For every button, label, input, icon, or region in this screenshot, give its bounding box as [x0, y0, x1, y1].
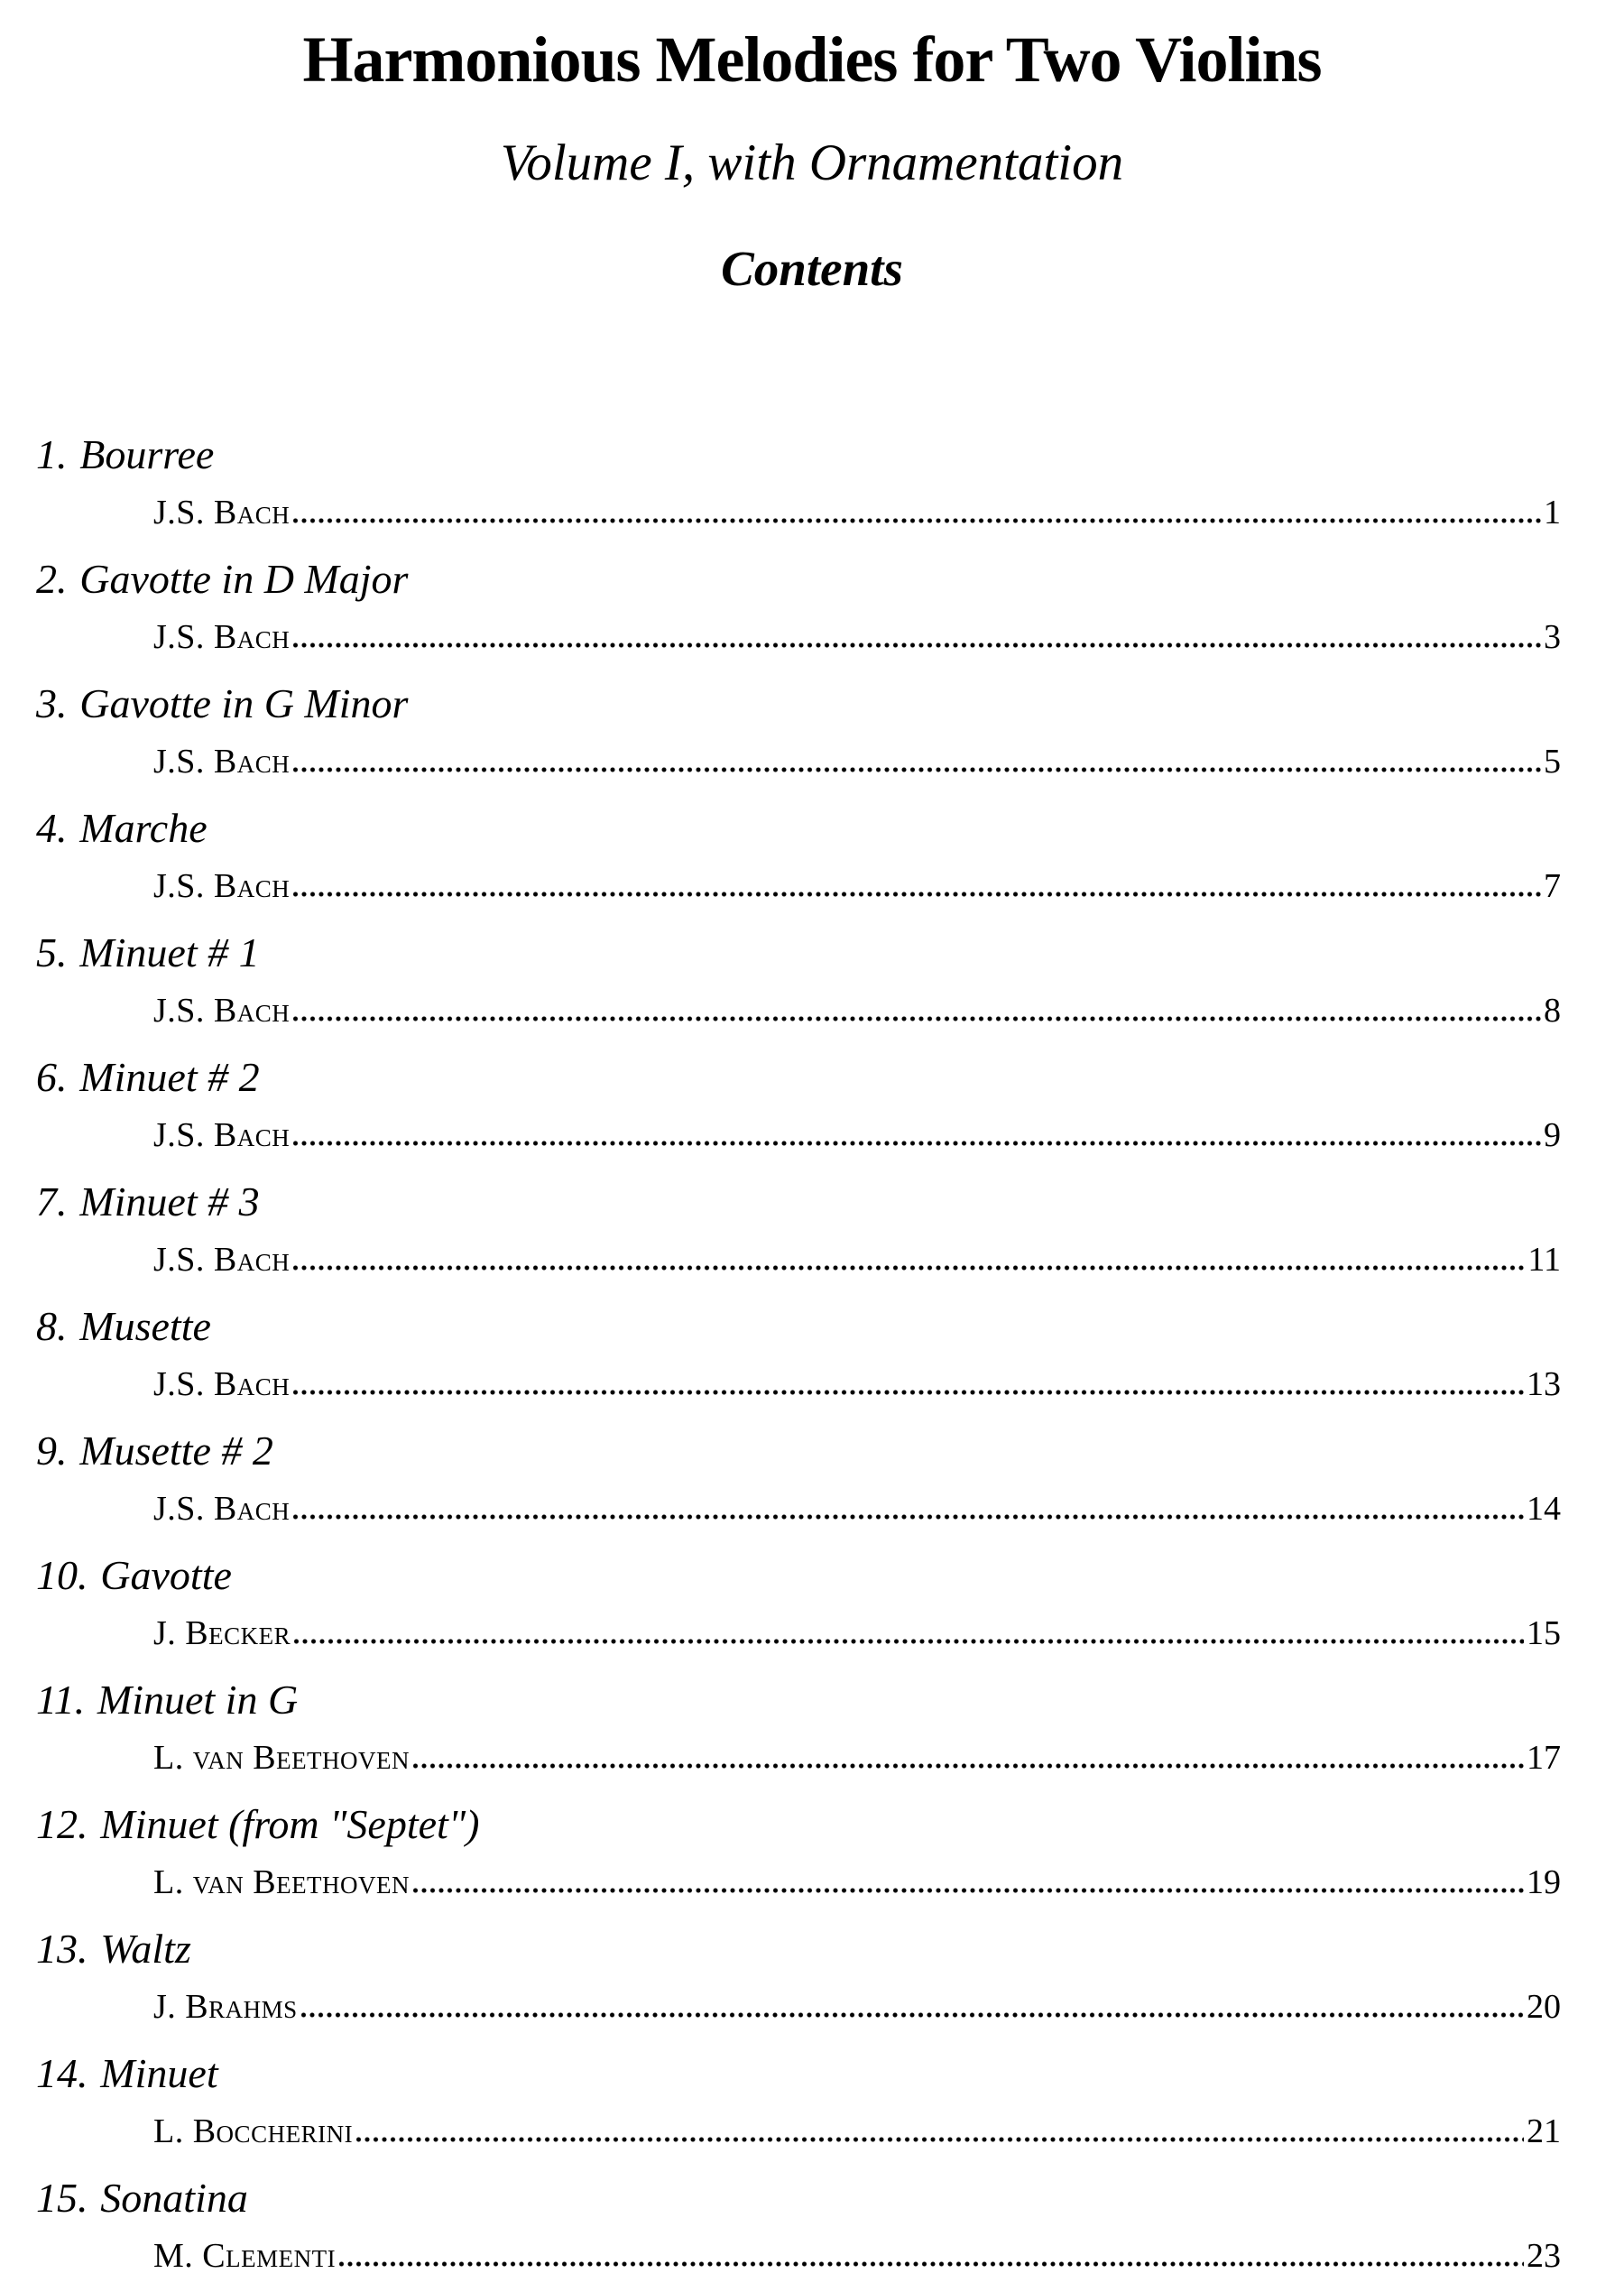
toc-entry-page-number: 9: [1544, 1116, 1561, 1154]
toc-entry: [36, 1550, 1561, 1656]
toc-entry-page-number: 8: [1544, 992, 1561, 1030]
dot-leader: [411, 1887, 1524, 1894]
toc-entry-number: 4.: [36, 805, 68, 851]
toc-entry-composer: J.S. Bach: [153, 867, 291, 905]
toc-entry-composer: J.S. Bach: [153, 1241, 291, 1279]
toc-entry-number: 10.: [36, 1552, 88, 1598]
toc-entry-name: Minuet (from "Septet"): [100, 1801, 480, 1847]
toc-entry-name: Sonatina: [100, 2175, 248, 2221]
toc-entry-title: [36, 2048, 1561, 2099]
toc-entry-number: 8.: [36, 1303, 68, 1349]
dot-leader: [411, 1762, 1524, 1770]
toc-entry-title: [36, 430, 1561, 480]
toc-entry-number: 1.: [36, 431, 68, 477]
toc-entry-composer-line: [36, 2233, 1561, 2278]
toc-entry-name: Minuet: [100, 2050, 218, 2096]
toc-entry: [36, 1177, 1561, 1282]
toc-entry-number: 3.: [36, 680, 68, 726]
toc-entry-composer: J. Becker: [153, 1614, 291, 1652]
toc-entry-composer-line: [36, 988, 1561, 1033]
toc-entry-composer: J.S. Bach: [153, 992, 291, 1030]
toc-entry-name: Marche: [79, 805, 208, 851]
toc-entry-name: Gavotte: [100, 1552, 232, 1598]
toc-entry-composer-line: [36, 1611, 1561, 1656]
dot-leader: [337, 2260, 1524, 2268]
toc-entry-composer-line: [36, 1486, 1561, 1531]
toc-entry-title: [36, 554, 1561, 605]
toc-entry: [36, 554, 1561, 660]
toc-entry-page-number: 7: [1544, 867, 1561, 905]
toc-entry-composer-line: [36, 1984, 1561, 2029]
dot-leader: [291, 642, 1541, 649]
toc-entry-name: Musette: [79, 1303, 211, 1349]
toc-entry-number: 12.: [36, 1801, 88, 1847]
toc-entry-composer: J. Brahms: [153, 1988, 298, 2026]
toc-entry-page-number: 23: [1527, 2237, 1561, 2275]
book-subtitle: Volume I, with Ornamentation: [500, 134, 1124, 191]
toc-entry-composer: J.S. Bach: [153, 743, 291, 781]
page-header: [0, 0, 1624, 296]
toc-entry-title: [36, 1675, 1561, 1725]
toc-entry-page-number: 11: [1527, 1241, 1561, 1279]
toc-entry-name: Minuet # 1: [79, 929, 260, 975]
toc-entry-name: Musette # 2: [79, 1428, 273, 1474]
dot-leader: [291, 517, 1541, 524]
dot-leader: [291, 1140, 1541, 1147]
book-title: Harmonious Melodies for Two Violins: [302, 23, 1322, 96]
toc-entry: [36, 430, 1561, 535]
toc-entry-number: 14.: [36, 2050, 88, 2096]
toc-entry-number: 9.: [36, 1428, 68, 1474]
toc-list: [36, 430, 1561, 2278]
toc-entry: [36, 803, 1561, 909]
dot-leader: [291, 1264, 1525, 1271]
toc-entry: [36, 1924, 1561, 2029]
toc-entry-name: Waltz: [100, 1926, 191, 1972]
toc-entry-composer-line: [36, 1735, 1561, 1780]
toc-entry-number: 2.: [36, 556, 68, 602]
toc-entry-title: [36, 1799, 1561, 1850]
toc-entry-name: Minuet # 3: [79, 1178, 260, 1225]
toc-entry-page-number: 5: [1544, 743, 1561, 781]
toc-entry-composer-line: [36, 1860, 1561, 1905]
dot-leader: [291, 766, 1541, 773]
toc-entry-composer: J.S. Bach: [153, 618, 291, 656]
toc-entry-composer-line: [36, 739, 1561, 784]
toc-entry-composer: J.S. Bach: [153, 1490, 291, 1528]
toc-entry-name: Minuet # 2: [79, 1054, 260, 1100]
toc-entry-composer-line: [36, 490, 1561, 535]
dot-leader: [300, 2011, 1524, 2019]
toc-entry-composer-line: [36, 2109, 1561, 2154]
dot-leader: [291, 1015, 1541, 1022]
toc-entry-composer: J.S. Bach: [153, 1116, 291, 1154]
toc-entry-title: [36, 1924, 1561, 1974]
toc-entry-number: 6.: [36, 1054, 68, 1100]
toc-entry-composer-line: [36, 1362, 1561, 1407]
toc-entry: [36, 1052, 1561, 1158]
toc-entry-title: [36, 2173, 1561, 2223]
toc-entry-composer: J.S. Bach: [153, 1365, 291, 1403]
toc-entry: [36, 1301, 1561, 1407]
toc-entry-composer: L. Boccherini: [153, 2112, 354, 2150]
toc-entry-number: 7.: [36, 1178, 68, 1225]
toc-entry-page-number: 3: [1544, 618, 1561, 656]
toc-entry-composer: L. van Beethoven: [153, 1739, 411, 1777]
toc-entry-composer-line: [36, 1237, 1561, 1282]
toc-entry-composer-line: [36, 864, 1561, 909]
toc-entry-page-number: 19: [1527, 1863, 1561, 1901]
toc-entry-page-number: 15: [1527, 1614, 1561, 1652]
contents-heading: Contents: [721, 241, 903, 296]
toc-entry-composer: M. Clementi: [153, 2237, 337, 2275]
toc-entry: [36, 679, 1561, 784]
toc-entry-number: 5.: [36, 929, 68, 975]
toc-entry-composer: J.S. Bach: [153, 494, 291, 531]
toc-entry: [36, 1426, 1561, 1531]
toc-entry-title: [36, 1301, 1561, 1352]
toc-entry-name: Gavotte in D Major: [79, 556, 409, 602]
toc-entry: [36, 1675, 1561, 1780]
toc-entry-name: Minuet in G: [97, 1677, 299, 1723]
toc-entry: [36, 2048, 1561, 2154]
toc-entry-composer-line: [36, 1113, 1561, 1158]
toc-entry-page-number: 1: [1544, 494, 1561, 531]
toc-entry-page-number: 14: [1527, 1490, 1561, 1528]
toc-entry-title: [36, 803, 1561, 854]
dot-leader: [291, 891, 1541, 898]
dot-leader: [292, 1638, 1524, 1645]
dot-leader: [355, 2136, 1524, 2143]
toc-entry-title: [36, 679, 1561, 729]
toc-entry-name: Gavotte in G Minor: [79, 680, 409, 726]
toc-entry-composer-line: [36, 615, 1561, 660]
dot-leader: [291, 1389, 1524, 1396]
toc-entry-title: [36, 1177, 1561, 1227]
toc-entry: [36, 1799, 1561, 1905]
toc-entry-page-number: 13: [1527, 1365, 1561, 1403]
toc-entry: [36, 2173, 1561, 2278]
toc-entry-number: 11.: [36, 1677, 86, 1723]
toc-entry-composer: L. van Beethoven: [153, 1863, 411, 1901]
toc-entry-title: [36, 928, 1561, 978]
toc-entry-number: 15.: [36, 2175, 88, 2221]
toc-entry-page-number: 17: [1527, 1739, 1561, 1777]
toc-entry-name: Bourree: [79, 431, 215, 477]
toc-entry-number: 13.: [36, 1926, 88, 1972]
dot-leader: [291, 1513, 1524, 1520]
toc-entry-page-number: 21: [1527, 2112, 1561, 2150]
toc-entry-title: [36, 1052, 1561, 1103]
toc-entry-title: [36, 1550, 1561, 1601]
toc-entry: [36, 928, 1561, 1033]
toc-entry-title: [36, 1426, 1561, 1476]
toc-entry-page-number: 20: [1527, 1988, 1561, 2026]
